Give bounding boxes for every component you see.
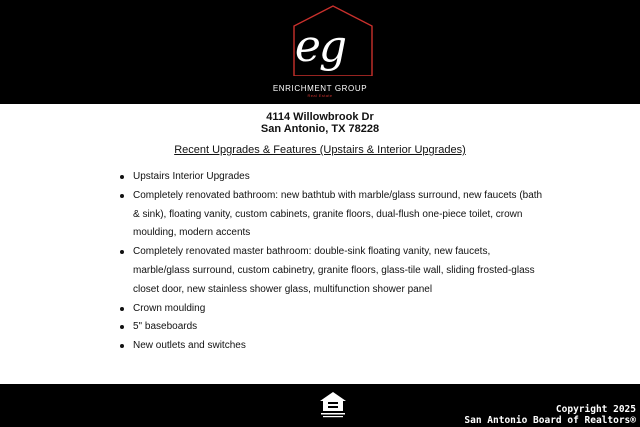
list-item: 5" baseboards — [118, 318, 548, 337]
address-city: San Antonio, TX 78228 — [260, 123, 380, 135]
list-item: Crown moulding — [118, 300, 548, 319]
copyright-line: Copyright 2025 — [555, 404, 636, 415]
logo-monogram: eg — [294, 21, 346, 72]
section-title: Recent Upgrades & Features (Upstairs & Interior Upgrades) — [174, 144, 466, 156]
equal-housing-opportunity-icon — [318, 390, 348, 420]
document-body — [0, 104, 640, 384]
header-banner — [0, 0, 640, 104]
list-item: Completely renovated master bathroom: double-sink floating vanity, new faucets, marble/glass surround, custom cabinetry, granite floors, glass-tile wall, sliding frosted-glass closet door, new stainless shower glass, multifunction shower panel — [118, 243, 548, 299]
logo-tagline: Real Estate — [307, 93, 333, 98]
copyright-notice — [464, 404, 636, 426]
footer-banner — [0, 384, 640, 427]
list-item: Completely renovated bathroom: new bathtub with marble/glass surround, new faucets (bath & sink), floating vanity, custom cabinets, granite floors, dual-flush one-piece toilet, crown moulding, modern accents — [118, 187, 548, 243]
list-item: Upstairs Interior Upgrades — [118, 168, 548, 187]
address-street: 4114 Willowbrook Dr — [266, 111, 374, 123]
copyright-line: San Antonio Board of Realtors® — [464, 415, 636, 426]
list-item: New outlets and switches — [118, 337, 548, 356]
logo-company-name: ENRICHMENT GROUP — [272, 84, 368, 93]
features-list — [118, 168, 548, 356]
